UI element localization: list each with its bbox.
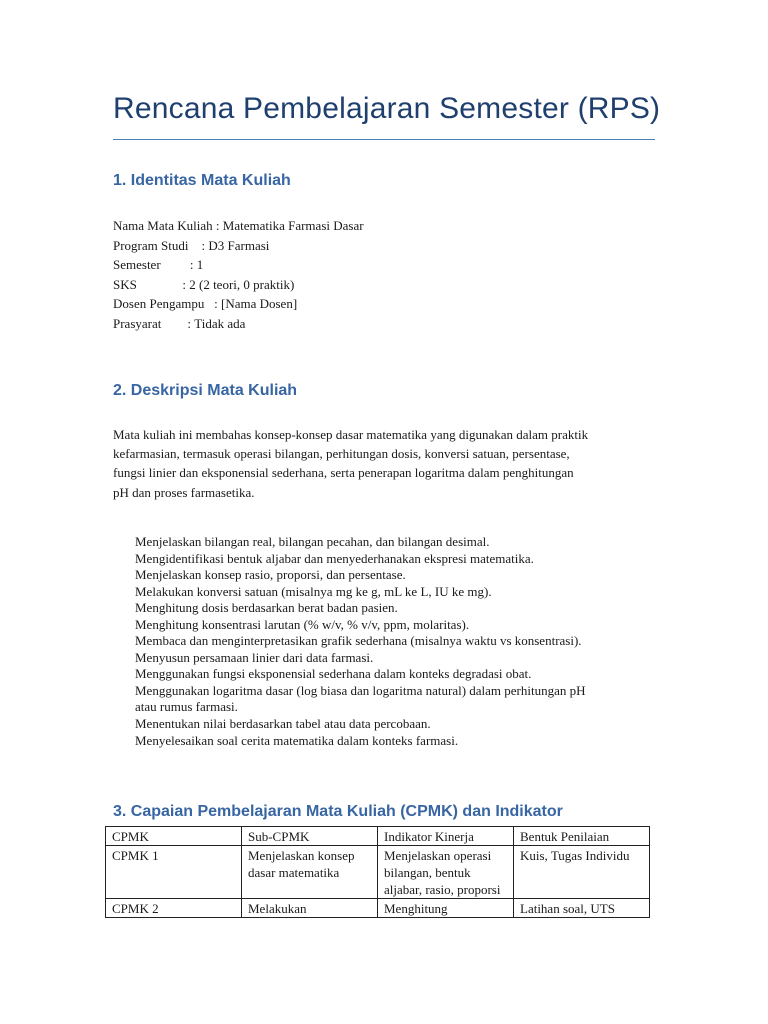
identity-separator: : xyxy=(204,296,221,311)
table-cell: Menjelaskan operasi bilangan, bentuk aljabar, rasio, proporsi xyxy=(378,846,514,899)
paragraph-line: kefarmasian, termasuk operasi bilangan, perhitungan dosis, konversi satuan, persentase, xyxy=(113,446,570,462)
list-item: Menyusun persamaan linier dari data farmasi. xyxy=(135,649,374,665)
table-cell: Latihan soal, UTS xyxy=(514,899,650,918)
identity-label: Semester xyxy=(113,257,161,272)
identity-separator: : xyxy=(160,257,197,272)
document-title: Rencana Pembelajaran Semester (RPS) xyxy=(113,92,661,125)
list-item: Menentukan nilai berdasarkan tabel atau data percobaan. xyxy=(135,716,431,732)
table-cell: Melakukan xyxy=(242,899,378,918)
list-item: Melakukan konversi satuan (misalnya mg ke g, mL ke L, IU ke mg). xyxy=(135,583,492,599)
identity-row xyxy=(113,275,364,295)
identity-separator: : xyxy=(161,315,195,331)
identity-separator: : xyxy=(212,218,223,233)
list-item: Mengidentifikasi bentuk aljabar dan menyederhanakan ekspresi matematika. xyxy=(135,550,534,566)
identity-label: Nama Mata Kuliah xyxy=(113,218,213,233)
list-item: Menjelaskan bilangan real, bilangan pecahan, dan bilangan desimal. xyxy=(135,534,490,549)
list-item: Menyelesaikan soal cerita matematika dalam konteks farmasi. xyxy=(135,732,459,748)
identity-label: Program Studi xyxy=(113,237,189,253)
table-row xyxy=(106,846,650,899)
identity-row xyxy=(113,216,364,236)
cpmk-table xyxy=(105,826,650,918)
identity-separator: : xyxy=(136,276,190,292)
section-heading-identitas: 1. Identitas Mata Kuliah xyxy=(113,172,291,189)
identity-value: D3 Farmasi xyxy=(208,237,270,253)
paragraph-line: Mata kuliah ini membahas konsep-konsep dasar matematika yang digunakan dalam praktik xyxy=(113,427,589,442)
identity-row xyxy=(113,314,364,334)
paragraph-line: fungsi linier dan eksponensial sederhana, serta penerapan logaritma dalam penghitungan xyxy=(113,465,574,481)
identity-label: Prasyarat xyxy=(113,315,162,331)
list-item: Menjelaskan konsep rasio, proporsi, dan persentase. xyxy=(135,567,406,583)
identity-value: Tidak ada xyxy=(194,315,246,331)
section-heading-cpmk: 3. Capaian Pembelajaran Mata Kuliah (CPMK) dan Indikator xyxy=(113,803,563,820)
identity-row xyxy=(113,255,364,275)
identity-row xyxy=(113,236,364,256)
identity-value: 2 (2 teori, 0 praktik) xyxy=(189,276,295,292)
section-heading-deskripsi: 2. Deskripsi Mata Kuliah xyxy=(113,382,298,399)
identity-value: Matematika Farmasi Dasar xyxy=(222,218,364,233)
identity-row xyxy=(113,294,364,314)
description-paragraph xyxy=(113,425,658,502)
table-header-cell: Sub-CPMK xyxy=(242,827,378,846)
list-item: Menggunakan logaritma dasar (log biasa dan logaritma natural) dalam perhitungan pH xyxy=(135,682,586,698)
identity-label: SKS xyxy=(113,276,137,292)
title-underline xyxy=(113,139,655,140)
table-cell: Menjelaskan konsep dasar matematika xyxy=(242,846,378,899)
table-header-cell: Indikator Kinerja xyxy=(378,827,514,846)
table-cell: CPMK 2 xyxy=(106,899,242,918)
table-header-row xyxy=(106,827,650,846)
table-cell: CPMK 1 xyxy=(106,846,242,899)
objectives-list xyxy=(135,534,586,749)
table-header-cell: Bentuk Penilaian xyxy=(514,827,650,846)
list-item: Menggunakan fungsi eksponensial sederhana dalam konteks degradasi obat. xyxy=(135,666,532,682)
table-header-cell: CPMK xyxy=(106,827,242,846)
identity-label: Dosen Pengampu xyxy=(113,296,205,311)
list-item: Menghitung dosis berdasarkan berat badan pasien. xyxy=(135,600,398,616)
identity-value: 1 xyxy=(196,257,204,272)
table-cell: Kuis, Tugas Individu xyxy=(514,846,650,899)
list-item: atau rumus farmasi. xyxy=(135,699,238,715)
identity-value: [Nama Dosen] xyxy=(220,296,298,311)
table-cell: Menghitung xyxy=(378,899,514,918)
list-item: Membaca dan menginterpretasikan grafik sederhana (misalnya waktu vs konsentrasi). xyxy=(135,633,582,649)
paragraph-line: pH dan proses farmasetika. xyxy=(113,484,255,500)
identity-block xyxy=(113,216,364,333)
identity-separator: : xyxy=(188,237,209,253)
list-item: Menghitung konsentrasi larutan (% w/v, % v/v, ppm, molaritas). xyxy=(135,616,470,632)
table-row xyxy=(106,899,650,918)
